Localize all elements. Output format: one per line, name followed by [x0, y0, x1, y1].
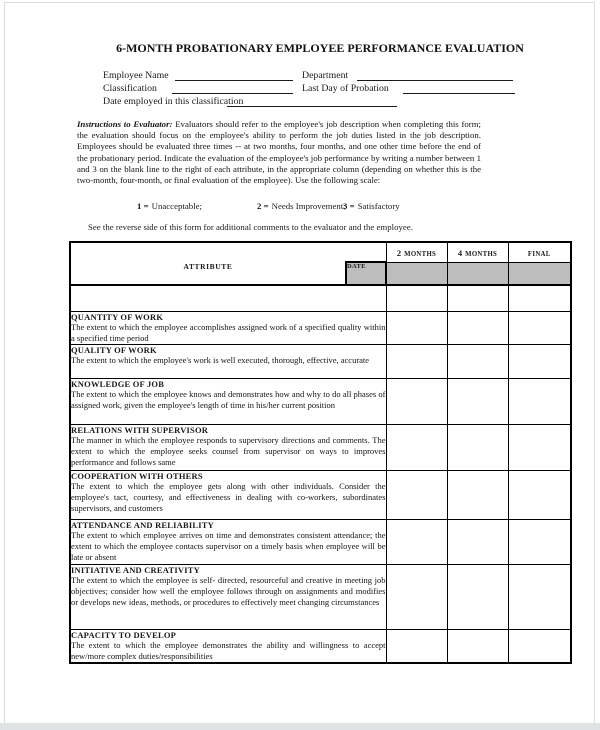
date-cell-4-months[interactable]	[447, 262, 508, 285]
last-day-of-probation-blank[interactable]	[403, 83, 515, 94]
spacer-cell-4-months[interactable]	[447, 285, 508, 311]
attribute-title: KNOWLEDGE OF JOB	[71, 378, 165, 389]
table-row	[70, 424, 571, 470]
column-header-4-months-unit: MONTHS	[465, 251, 498, 258]
rating-cell-2-months[interactable]	[386, 629, 447, 663]
spacer-row-label-cell	[70, 285, 386, 311]
rating-cell-2-months[interactable]	[386, 344, 447, 378]
rating-cell-final[interactable]	[508, 344, 571, 378]
rating-cell-2-months[interactable]	[386, 470, 447, 519]
rating-cell-final[interactable]	[508, 378, 571, 424]
date-row-label: DATE	[346, 262, 386, 285]
attribute-description: The extent to which the employee's work is well executed, thorough, effective, accurate	[71, 354, 370, 365]
rating-cell-2-months[interactable]	[386, 378, 447, 424]
attribute-cell	[70, 344, 386, 378]
instructions-paragraph	[77, 119, 481, 186]
column-header-2-months-num: 2	[396, 248, 402, 258]
rating-cell-final[interactable]	[508, 311, 571, 344]
reverse-side-note: See the reverse side of this form for additional comments to the evaluator and the employee.	[88, 222, 413, 232]
classification-label: Classification	[103, 83, 157, 94]
rating-cell-final[interactable]	[508, 424, 571, 470]
rating-cell-4-months[interactable]	[447, 470, 508, 519]
instructions-lead: Instructions to Evaluator:	[77, 119, 173, 129]
form-title: 6-MONTH PROBATIONARY EMPLOYEE PERFORMANCE EVALUATION	[116, 41, 524, 55]
page-edge-left	[4, 2, 5, 723]
attribute-cell	[70, 311, 386, 344]
rating-cell-4-months[interactable]	[447, 564, 508, 629]
rating-cell-4-months[interactable]	[447, 629, 508, 663]
rating-cell-2-months[interactable]	[386, 564, 447, 629]
attribute-cell	[70, 424, 386, 470]
scale-label-3: Satisfactory	[357, 201, 400, 211]
rating-cell-2-months[interactable]	[386, 519, 447, 564]
employee-name-label: Employee Name	[103, 70, 169, 81]
attribute-title: CAPACITY TO DEVELOP	[71, 629, 177, 640]
rating-cell-4-months[interactable]	[447, 344, 508, 378]
attribute-title: COOPERATION WITH OTHERS	[71, 470, 203, 481]
attribute-description: The manner in which the employee responds to supervisory directions and comments. The extent to which the employee seeks counsel from supervisor on ways to improves performance and follows same	[71, 434, 386, 467]
department-label: Department	[302, 70, 349, 81]
attribute-description: The extent to which the employee gets along with other individuals. Consider the employee's tact, courtesy, and effectiveness in dealing with co-workers, subordinates supervisors, and customers	[71, 480, 386, 513]
scale-label-2: Needs Improvement;	[271, 201, 346, 211]
instructions-body: Evaluators should refer to the employee's job description when completing this form; the evaluation should focus on the employee's ability to perform the job duties listed in the job description. Employees should be evaluated three times -- at two months, four months, and one other time before the end of the probationary period. Indicate the evaluation of the employee's job performance by writing a number between 1 and 3 on the blank line to the right of each attribute, in the appropriate column (depending on whether this is the two-month, four-month, or final evaluation of the employee). Use the following scale:	[77, 119, 481, 186]
employee-name-blank[interactable]	[175, 70, 293, 81]
attribute-cell	[70, 564, 386, 629]
column-header-final-unit: FINAL	[527, 251, 551, 258]
scale-item-unacceptable	[137, 201, 202, 211]
rating-cell-4-months[interactable]	[447, 424, 508, 470]
date-employed-blank[interactable]	[227, 96, 397, 107]
table-row	[70, 378, 571, 424]
attribute-description: The extent to which the employee knows and demonstrates how and why to do all phases of assigned work, given the employee's length of time in his/her current position	[71, 388, 386, 410]
column-header-4-months-num: 4	[457, 248, 463, 258]
spacer-cell-final[interactable]	[508, 285, 571, 311]
table-row	[70, 519, 571, 564]
attribute-cell	[70, 519, 386, 564]
page-edge-bottom	[0, 723, 600, 730]
attribute-title: RELATIONS WITH SUPERVISOR	[71, 424, 209, 435]
attribute-header-spacer	[70, 242, 386, 262]
scale-item-needs-improvement	[257, 201, 346, 211]
attribute-title: QUALITY OF WORK	[71, 344, 157, 355]
classification-blank[interactable]	[172, 83, 293, 94]
scale-item-satisfactory	[343, 201, 400, 211]
table-row	[70, 344, 571, 378]
date-cell-final[interactable]	[508, 262, 571, 285]
date-cell-2-months[interactable]	[386, 262, 447, 285]
column-header-final	[508, 242, 571, 262]
scale-value-1: 1 =	[137, 201, 149, 211]
attribute-title: INITIATIVE AND CREATIVITY	[71, 564, 200, 575]
spacer-cell-2-months[interactable]	[386, 285, 447, 311]
attribute-description: The extent to which the employee demonstrates the ability and willingness to accept new/more complex duties/responsibilities	[71, 639, 386, 661]
attribute-description: The extent to which employee arrives on time and demonstrates consistent attendance; the extent to which the employee contacts supervisor on a timely basis when employee will be late or absent	[71, 529, 386, 562]
attribute-cell	[70, 470, 386, 519]
rating-cell-4-months[interactable]	[447, 519, 508, 564]
table-row	[70, 470, 571, 519]
attribute-cell	[70, 378, 386, 424]
scale-value-3: 3 =	[343, 201, 355, 211]
scale-label-1: Unacceptable;	[151, 201, 202, 211]
column-header-2-months	[386, 242, 447, 262]
table-row	[70, 629, 571, 663]
attribute-description: The extent to which the employee is self- directed, resourceful and creative in meeting job objectives; consider how well the employee follows through on assignments and modifies or develops new ideas, methods, or procedures to effectively meet changing circumstances	[71, 574, 386, 607]
evaluation-table	[69, 241, 572, 664]
table-row	[70, 311, 571, 344]
rating-cell-final[interactable]	[508, 629, 571, 663]
rating-cell-final[interactable]	[508, 564, 571, 629]
rating-cell-final[interactable]	[508, 470, 571, 519]
page-edge-top	[4, 2, 595, 3]
last-day-of-probation-label: Last Day of Probation	[302, 83, 389, 94]
attribute-cell	[70, 629, 386, 663]
table-row	[70, 564, 571, 629]
rating-cell-2-months[interactable]	[386, 424, 447, 470]
rating-cell-4-months[interactable]	[447, 311, 508, 344]
column-header-2-months-unit: MONTHS	[404, 251, 437, 258]
scale-value-2: 2 =	[257, 201, 269, 211]
rating-cell-final[interactable]	[508, 519, 571, 564]
attribute-column-header: ATTRIBUTE	[70, 262, 346, 285]
attribute-title: QUANTITY OF WORK	[71, 311, 164, 322]
department-blank[interactable]	[357, 70, 513, 81]
date-employed-label: Date employed in this classification	[103, 96, 244, 107]
rating-cell-2-months[interactable]	[386, 311, 447, 344]
page-edge-right	[594, 2, 595, 723]
column-header-4-months	[447, 242, 508, 262]
attribute-title: ATTENDANCE AND RELIABILITY	[71, 519, 214, 530]
rating-cell-4-months[interactable]	[447, 378, 508, 424]
attribute-description: The extent to which the employee accomplishes assigned work of a specified quality within a specified time period	[71, 321, 386, 343]
